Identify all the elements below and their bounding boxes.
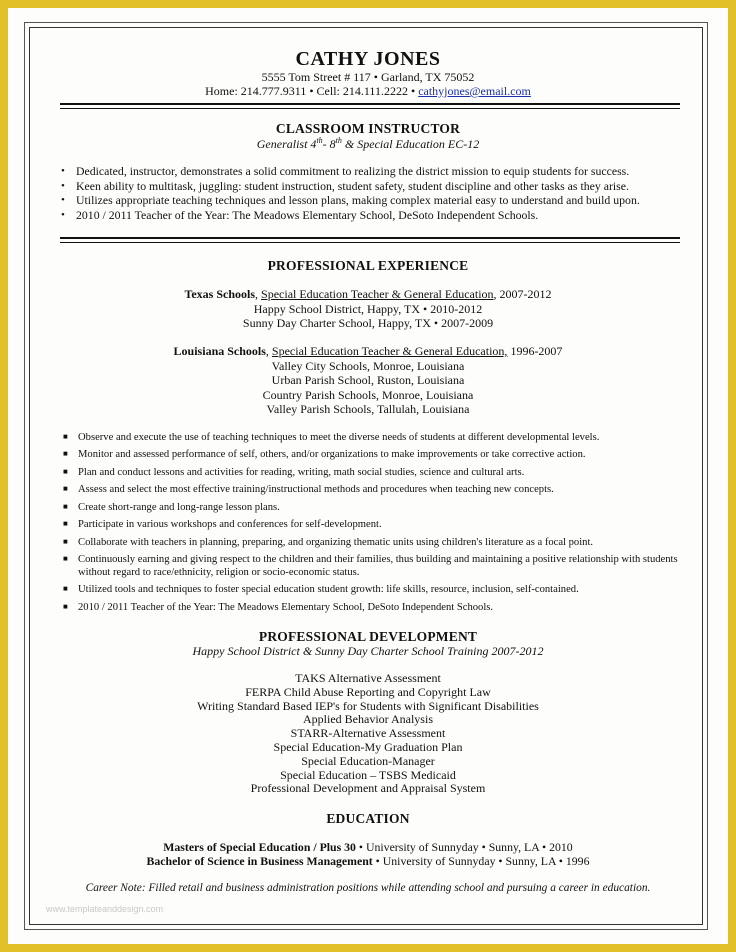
training-item: STARR-Alternative Assessment: [290, 726, 446, 741]
training-item: Professional Development and Appraisal System: [250, 781, 486, 796]
job-role: Special Education Teacher & General Education: [261, 287, 494, 301]
header-rule-thin: [60, 108, 680, 109]
resume-page: [8, 8, 728, 944]
degree-line: [8, 854, 728, 868]
education-entries: [8, 840, 728, 868]
training-item: FERPA Child Abuse Reporting and Copyright Law: [245, 684, 491, 699]
degree-detail: • University of Sunnyday • Sunny, LA • 2010: [355, 840, 573, 854]
school-line: Urban Parish School, Ruston, Louisiana: [271, 373, 465, 387]
list-item: ■ Collaborate with teachers in planning, preparing, and organizing thematic units using children's literature as a focal point.: [63, 536, 594, 548]
degree-name: Bachelor of Science in Business Management: [146, 854, 373, 868]
degree-detail: • University of Sunnyday • Sunny, LA • 1996: [372, 854, 590, 868]
subtitle-part: Generalist 4: [256, 137, 317, 151]
section-rule-thin: [60, 242, 680, 243]
objective-title: CLASSROOM INSTRUCTOR: [275, 121, 461, 136]
objective-bullets: [58, 164, 640, 222]
experience-title: PROFESSIONAL EXPERIENCE: [267, 258, 469, 273]
job-years: , 2007-2012: [493, 287, 552, 301]
list-item: ■ Create short-range and long-range lesson plans.: [63, 501, 280, 513]
development-items: [8, 672, 728, 796]
list-item: ■ Continuously earning and giving respect to the children and their families, thus building and maintaining a positive relationship with students without regard to race/ethnicity, religion or socio-economic status.: [63, 554, 678, 578]
duties-list: [60, 432, 680, 619]
development-subtitle: Happy School District & Sunny Day Charter School Training 2007-2012: [192, 644, 544, 658]
career-note: Career Note: Filled retail and business administration positions while attending school and pursuing a career in education.: [85, 882, 651, 894]
training-item: TAKS Alternative Assessment: [295, 671, 441, 685]
list-item: • Dedicated, instructor, demonstrates a solid commitment to realizing the district mission to equip students for success.: [61, 164, 630, 178]
subtitle-part: - 8: [322, 137, 336, 151]
subtitle-sup: th: [335, 136, 342, 145]
list-item: • 2010 / 2011 Teacher of the Year: The Meadows Elementary School, DeSoto Independent Schools.: [61, 207, 539, 222]
subtitle-part: & Special Education EC-12: [341, 137, 480, 151]
training-item: Special Education-My Graduation Plan: [273, 739, 463, 754]
list-item: ■ 2010 / 2011 Teacher of the Year: The Meadows Elementary School, DeSoto Independent Schools.: [63, 601, 494, 613]
employer-name: Texas Schools: [184, 287, 256, 301]
contact-line: [8, 84, 728, 99]
education-title: EDUCATION: [326, 811, 410, 826]
degree-line: [8, 840, 728, 854]
candidate-name: CATHY JONES: [295, 48, 441, 70]
degree-name: Masters of Special Education / Plus 30: [163, 840, 356, 854]
list-item: • Keen ability to multitask, juggling: student instruction, student safety, student discipline and other tasks as they arise.: [61, 178, 629, 193]
training-item: Applied Behavior Analysis: [303, 712, 433, 727]
texas-schools-entry: [8, 287, 728, 331]
watermark: www.templateanddesign.com: [46, 904, 164, 914]
school-line: Country Parish Schools, Monroe, Louisiana: [262, 387, 474, 402]
list-item: ■ Participate in various workshops and conferences for self-development.: [63, 519, 382, 531]
training-item: Writing Standard Based IEP's for Students with Significant Disabilities: [197, 698, 539, 713]
list-item: ■ Utilized tools and techniques to foster special education student growth: life skills, resource, inclusion, self-contained.: [63, 584, 579, 596]
header-rule-thick: [60, 103, 680, 105]
subtitle-sup: th: [316, 136, 323, 145]
job-years: 1996-2007: [507, 344, 563, 358]
texas-heading: Texas Schools, Special Education Teacher & General Education, 2007-2012: [184, 287, 552, 301]
louisiana-schools-entry: [8, 344, 728, 417]
street-address: 5555 Tom Street # 117 • Garland, TX 75052: [261, 70, 475, 84]
school-line: Valley City Schools, Monroe, Louisiana: [271, 358, 465, 373]
school-line: Happy School District, Happy, TX • 2010-2012: [253, 301, 483, 316]
phone-numbers: Home: 214.777.9311 • Cell: 214.111.2222 •: [205, 84, 419, 98]
louisiana-heading: Louisiana Schools, Special Education Teacher & General Education, 1996-2007: [173, 344, 563, 358]
training-item: Special Education-Manager: [301, 753, 435, 768]
employer-name: Louisiana Schools: [173, 344, 266, 358]
email-link[interactable]: cathyjones@email.com: [418, 84, 531, 98]
school-line: Sunny Day Charter School, Happy, TX • 2007-2009: [242, 316, 494, 330]
list-item: ■ Observe and execute the use of teaching techniques to meet the diverse needs of students at different developmental levels.: [63, 432, 600, 443]
list-item: ■ Monitor and assessed performance of self, others, and/or organizations to make improvements or take corrective action.: [63, 449, 586, 461]
objective-subtitle: [8, 136, 728, 152]
development-title: PROFESSIONAL DEVELOPMENT: [258, 629, 478, 644]
training-item: Special Education – TSBS Medicaid: [280, 767, 456, 782]
list-item: ■ Plan and conduct lessons and activities for reading, writing, math social studies, science and cultural arts.: [63, 466, 525, 478]
section-rule-thick: [60, 237, 680, 239]
list-item: • Utilizes appropriate teaching techniques and lesson plans, making complex material easy to understand and build upon.: [61, 193, 640, 208]
job-role: Special Education Teacher & General Education,: [271, 344, 508, 358]
list-item: ■ Assess and select the most effective training/instructional methods and procedures when teaching new concepts.: [63, 484, 554, 496]
school-line: Valley Parish Schools, Tallulah, Louisiana: [266, 402, 470, 416]
